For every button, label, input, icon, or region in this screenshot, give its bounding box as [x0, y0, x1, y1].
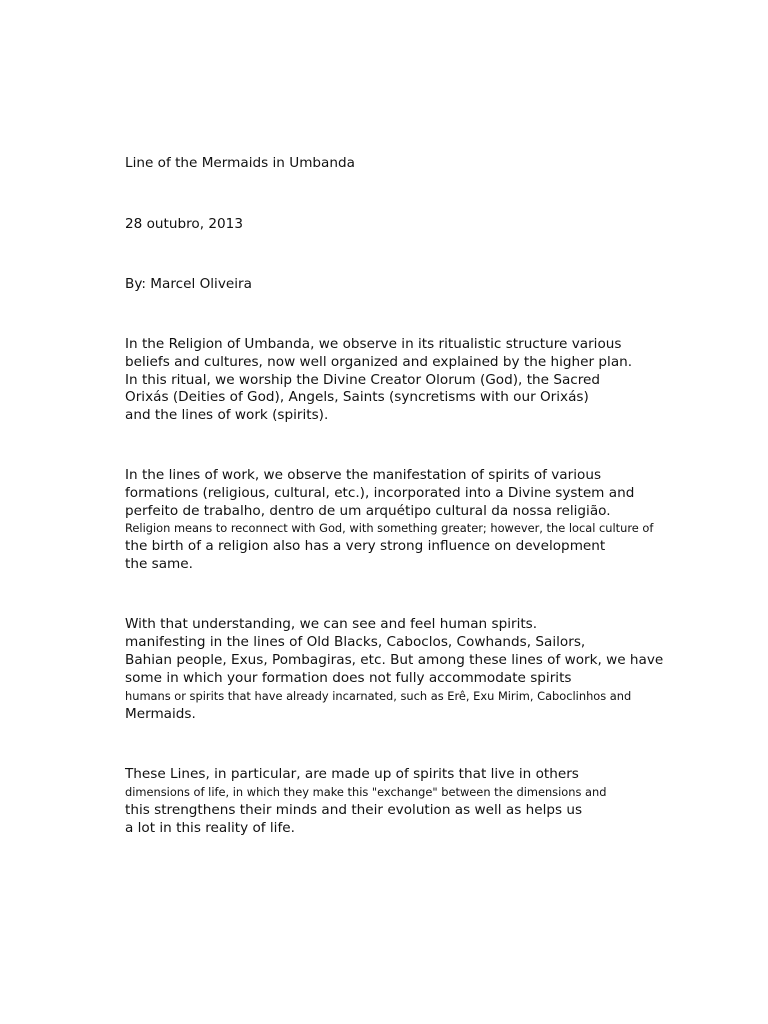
paragraph-4-line: this strengthens their minds and their evolution as well as helps us [125, 802, 583, 818]
paragraph-2-line: the birth of a religion also has a very strong influence on development [125, 538, 606, 554]
paragraph-1-line: and the lines of work (spirits). [125, 407, 329, 423]
document-byline: By: Marcel Oliveira [125, 276, 252, 292]
paragraph-1-line: In the Religion of Umbanda, we observe in its ritualistic structure various [125, 336, 622, 352]
paragraph-3-line: With that understanding, we can see and feel human spirits. [125, 616, 538, 632]
document-title: Line of the Mermaids in Umbanda [125, 155, 355, 171]
paragraph-4-line: a lot in this reality of life. [125, 820, 295, 836]
paragraph-2-line: formations (religious, cultural, etc.), incorporated into a Divine system and [125, 485, 635, 501]
document-date: 28 outubro, 2013 [125, 216, 243, 232]
paragraph-1-line: beliefs and cultures, now well organized and explained by the higher plan. [125, 354, 633, 370]
paragraph-2-line: perfeito de trabalho, dentro de um arquétipo cultural da nossa religião. [125, 503, 611, 519]
paragraph-4-line: These Lines, in particular, are made up of spirits that live in others [125, 766, 579, 782]
paragraph-3-line: Bahian people, Exus, Pombagiras, etc. But among these lines of work, we have [125, 652, 664, 668]
paragraph-2-line: In the lines of work, we observe the manifestation of spirits of various [125, 467, 602, 483]
paragraph-1-line: In this ritual, we worship the Divine Creator Olorum (God), the Sacred [125, 372, 601, 388]
paragraph-4-line: dimensions of life, in which they make this "exchange" between the dimensions and [125, 785, 607, 799]
paragraph-1-line: Orixás (Deities of God), Angels, Saints (syncretisms with our Orixás) [125, 389, 589, 405]
paragraph-2-line: Religion means to reconnect with God, with something greater; however, the local culture of [125, 521, 654, 535]
paragraph-3-line: Mermaids. [125, 706, 196, 722]
paragraph-2-line: the same. [125, 556, 193, 572]
paragraph-3-line: manifesting in the lines of Old Blacks, Caboclos, Cowhands, Sailors, [125, 634, 586, 650]
paragraph-3-line: humans or spirits that have already incarnated, such as Erê, Exu Mirim, Caboclinhos and [125, 689, 632, 703]
paragraph-3-line: some in which your formation does not fully accommodate spirits [125, 670, 572, 686]
